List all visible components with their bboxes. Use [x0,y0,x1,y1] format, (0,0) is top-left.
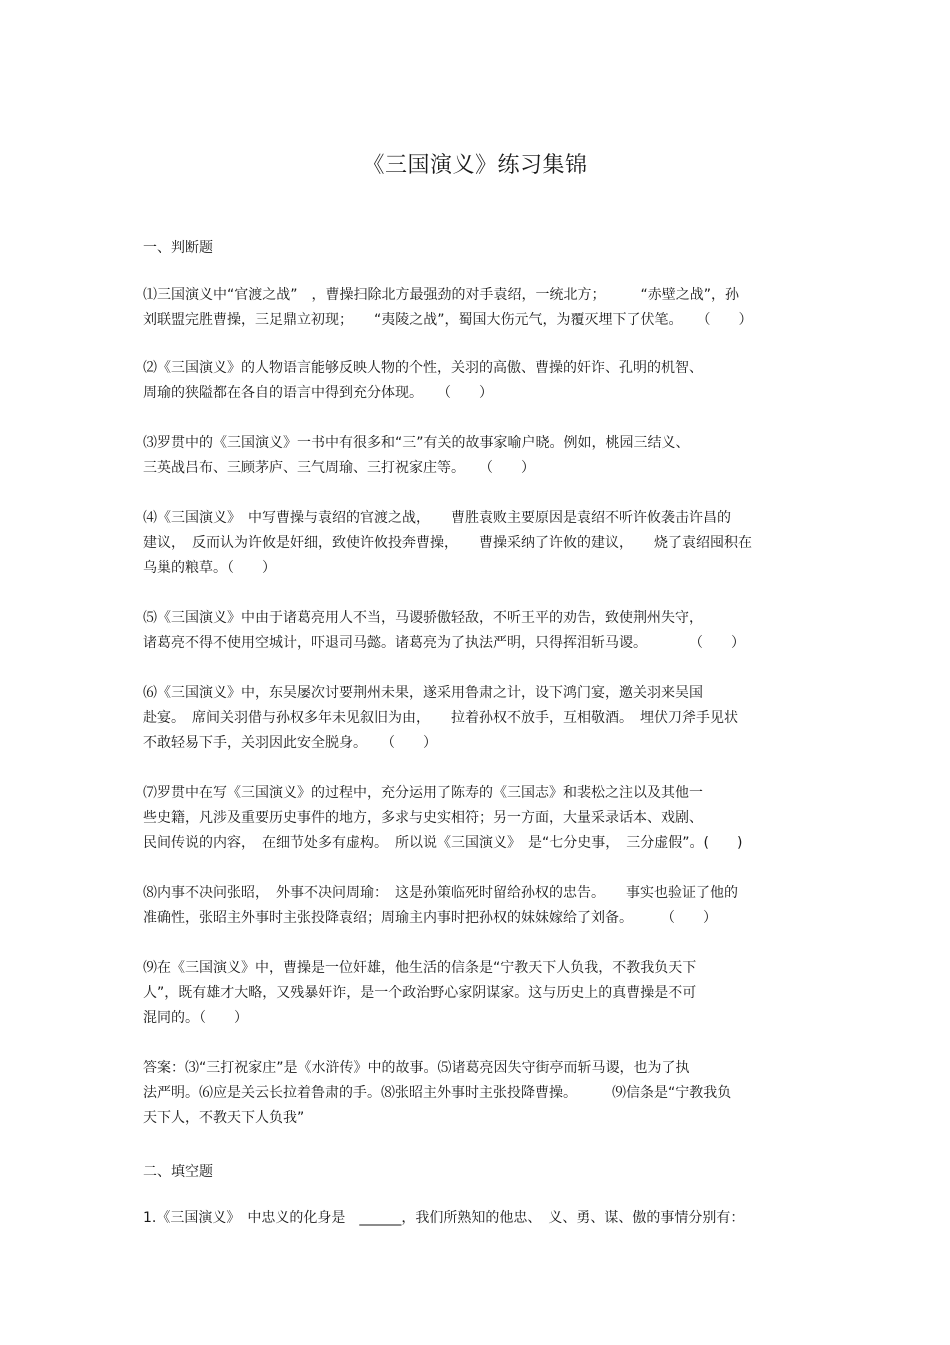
question-line: 三英战吕布、三顾茅庐、三气周瑜、三打祝家庄等。 （ ） [143,460,535,476]
question-8 [143,881,808,931]
question-6 [143,681,808,756]
question-line: 周瑜的狭隘都在各自的语言中得到充分体现。 （ ） [143,385,493,401]
question-5 [143,606,808,656]
question-line: 赴宴。 席间关羽借与孙权多年未见叙旧为由， 拉着孙权不放手，互相敬酒。 埋伏刀斧手见状 [143,710,738,726]
question-line: ⑼在《三国演义》中，曹操是一位奸雄，他生活的信条是“宁教天下人负我，不教我负天下 [143,960,697,976]
answer-line: 答案：⑶“三打祝家庄”是《水浒传》中的故事。⑸诸葛亮因失守街亭而斩马谡，也为了执 [143,1060,690,1076]
question-9 [143,956,808,1031]
question-7 [143,781,808,856]
answer-line: 天下人，不教天下人负我” [143,1110,305,1126]
question-line: ⑴三国演义中“官渡之战” ，曹操扫除北方最强劲的对手袁绍，一统北方； “赤壁之战”，孙 [143,287,740,303]
question-line: 民间传说的内容， 在细节处多有虚构。 所以说《三国演义》 是“七分史事， 三分虚假”。( ) [143,835,743,851]
document-title: 《三国演义》练习集锦 [362,153,588,178]
question-line: ⑵《三国演义》的人物语言能够反映人物的个性，关羽的高傲、曹操的奸诈、孔明的机智、 [143,360,703,376]
question-line: ⑶罗贯中的《三国演义》一书中有很多和“三”有关的故事家喻户晓。例如，桃园三结义、 [143,435,690,451]
answer-block [143,1056,808,1131]
question-line: 乌巢的粮草。（ ） [143,560,276,576]
question-line: ⑻内事不决问张昭， 外事不决问周瑜： 这是孙策临死时留给孙权的忠告。 事实也验证了他的 [143,885,738,901]
section-heading-judgement: 一、判断题 [143,240,213,256]
question-line: ⑺罗贯中在写《三国演义》的过程中，充分运用了陈寿的《三国志》和裴松之注以及其他一 [143,785,703,801]
question-line: ⑸《三国演义》中由于诸葛亮用人不当，马谡骄傲轻敌，不听王平的劝告，致使荆州失守， [143,610,703,626]
fill-question-1 [143,1206,808,1231]
question-2 [143,356,808,406]
question-line: 建议， 反而认为许攸是奸细，致使许攸投奔曹操， 曹操采纳了许攸的建议， 烧了袁绍囤积在 [143,535,752,551]
question-3 [143,431,808,481]
question-line: 不敢轻易下手，关羽因此安全脱身。 （ ） [143,735,437,751]
question-4 [143,506,808,581]
question-line: 人”，既有雄才大略，又残暴奸诈，是一个政治野心家阴谋家。这与历史上的真曹操是不可 [143,985,697,1001]
question-line: 些史籍，凡涉及重要历史事件的地方，多求与史实相符；另一方面，大量采录话本、戏剧、 [143,810,703,826]
question-line: 刘联盟完胜曹操，三足鼎立初现； “夷陵之战”，蜀国大伤元气，为覆灭埋下了伏笔。 （ ） [143,312,753,328]
section-heading-fill-in: 二、填空题 [143,1164,213,1180]
question-line: ⑷《三国演义》 中写曹操与袁绍的官渡之战， 曹胜袁败主要原因是袁绍不听许攸袭击许昌的 [143,510,731,526]
question-line: 混同的。（ ） [143,1010,248,1026]
question-line: 诸葛亮不得不使用空城计，吓退司马懿。诸葛亮为了执法严明，只得挥泪斩马谡。 （ ） [143,635,745,651]
question-line: ⑹《三国演义》中，东吴屡次讨要荆州未果，遂采用鲁肃之计，设下鸿门宴，邀关羽来吴国 [143,685,703,701]
answer-line: 法严明。⑹应是关云长拉着鲁肃的手。⑻张昭主外事时主张投降曹操。 ⑼信条是“宁教我负 [143,1085,732,1101]
question-1 [143,283,808,333]
fill-line: 1.《三国演义》 中忠义的化身是 ______，我们所熟知的他忠、 义、勇、谋、傲的事情分别有： [143,1210,745,1226]
question-line: 准确性，张昭主外事时主张投降袁绍；周瑜主内事时把孙权的妹妹嫁给了刘备。 （ ） [143,910,717,926]
